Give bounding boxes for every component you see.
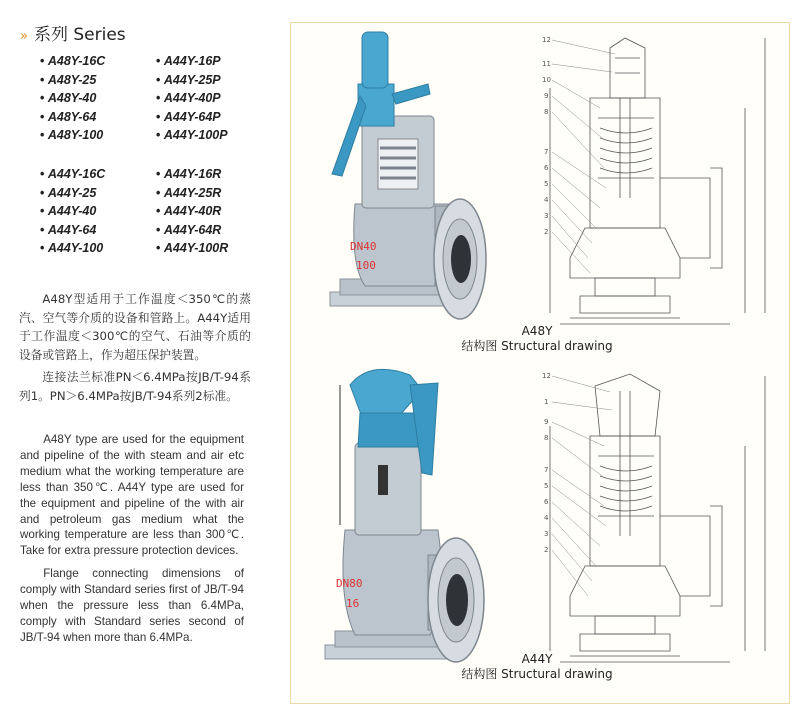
model-item: • A44Y-40R [156, 202, 228, 221]
structural-drawing-a44y [530, 366, 785, 666]
valve-marking-pn: 16 [346, 597, 360, 610]
callout-2: 2 [544, 546, 549, 554]
drawing-caption-a48y [452, 324, 622, 354]
english-description-2: Flange connecting dimensions of comply with Standard series first of JB/T-94 when the pressure less than 6.4MPa, comply with Standard series second of JB/T-94 when more than 6.4MPa. [20, 567, 244, 644]
callout-3: 3 [544, 212, 549, 220]
callout-5: 6 [544, 498, 549, 506]
callout-7: 7 [544, 148, 549, 156]
callout-2: 2 [544, 228, 549, 236]
model-column-left [40, 52, 105, 145]
structural-drawing-a48y [530, 28, 785, 328]
valve-marking-dn: DN80 [336, 577, 363, 590]
model-column-right [156, 165, 228, 258]
drawing-caption-text: 结构图 Structural drawing [461, 339, 613, 353]
callout-11: 11 [542, 60, 551, 68]
valve-photo-a44y [310, 355, 490, 675]
model-item: • A44Y-25R [156, 184, 228, 203]
chevron-right-icon: » [20, 29, 28, 44]
callout-10: 10 [542, 76, 551, 84]
english-description-1: A48Y type are used for the equipment and pipeline of the with steam and air etc medium what the working temperature are less than 350℃. A44Y type are used for the equipment and pipeline of the with air and petroleum gas medium what the working temperature are less than 300℃. Take for extra pressure protection devices. [20, 433, 244, 558]
model-item: • A44Y-64P [156, 108, 228, 127]
drawing-caption-a44y [452, 652, 622, 682]
model-item: • A48Y-16C [40, 52, 105, 71]
model-item: • A44Y-64R [156, 221, 228, 240]
model-column-right [156, 52, 228, 145]
callout-5: 5 [544, 180, 549, 188]
drawing-caption-text: 结构图 Structural drawing [461, 667, 613, 681]
model-item: • A44Y-16R [156, 165, 228, 184]
callout-6: 6 [544, 164, 549, 172]
chinese-description-2: 连接法兰标准PN＜6.4MPa按JB/T-94系列1。PN＞6.4MPa按JB/T-94系列2标准。 [19, 370, 251, 403]
callout-12: 12 [542, 372, 551, 380]
model-item: • A44Y-25P [156, 71, 228, 90]
model-item: • A44Y-64 [40, 221, 105, 240]
model-item: • A48Y-25 [40, 71, 105, 90]
callout-3: 3 [544, 530, 549, 538]
model-item: • A44Y-100P [156, 126, 228, 145]
model-item: • A44Y-25 [40, 184, 105, 203]
callout-9: 9 [544, 92, 549, 100]
drawing-model-label: A44Y [521, 652, 553, 666]
valve-marking-pn: 100 [356, 259, 376, 272]
model-column-left [40, 165, 105, 258]
callout-11: 1 [544, 398, 549, 406]
drawing-model-label: A48Y [521, 324, 553, 338]
model-item: • A44Y-40 [40, 202, 105, 221]
callout-4: 4 [544, 514, 549, 522]
callout-6: 5 [544, 482, 549, 490]
model-item: • A44Y-16C [40, 165, 105, 184]
valve-photo-a48y [320, 24, 490, 334]
series-heading-text: 系列 Series [33, 25, 126, 45]
valve-marking-dn: DN40 [350, 240, 377, 253]
model-item: • A44Y-100 [40, 239, 105, 258]
chinese-description-1: A48Y型适用于工作温度＜350℃的蒸汽、空气等介质的设备和管路上。A44Y适用于工作温度＜300℃的空气、石油等介质的设备或管路上，作为超压保护装置。 [19, 292, 251, 362]
callout-8: 8 [544, 108, 549, 116]
model-item: • A44Y-16P [156, 52, 228, 71]
callout-9: 8 [544, 434, 549, 442]
model-item: • A48Y-40 [40, 89, 105, 108]
callout-4: 4 [544, 196, 549, 204]
model-item: • A44Y-100R [156, 239, 228, 258]
callout-12: 12 [542, 36, 551, 44]
callout-7: 7 [544, 466, 549, 474]
series-heading [20, 20, 126, 45]
callout-10: 9 [544, 418, 549, 426]
model-item: • A48Y-100 [40, 126, 105, 145]
model-item: • A44Y-40P [156, 89, 228, 108]
model-item: • A48Y-64 [40, 108, 105, 127]
